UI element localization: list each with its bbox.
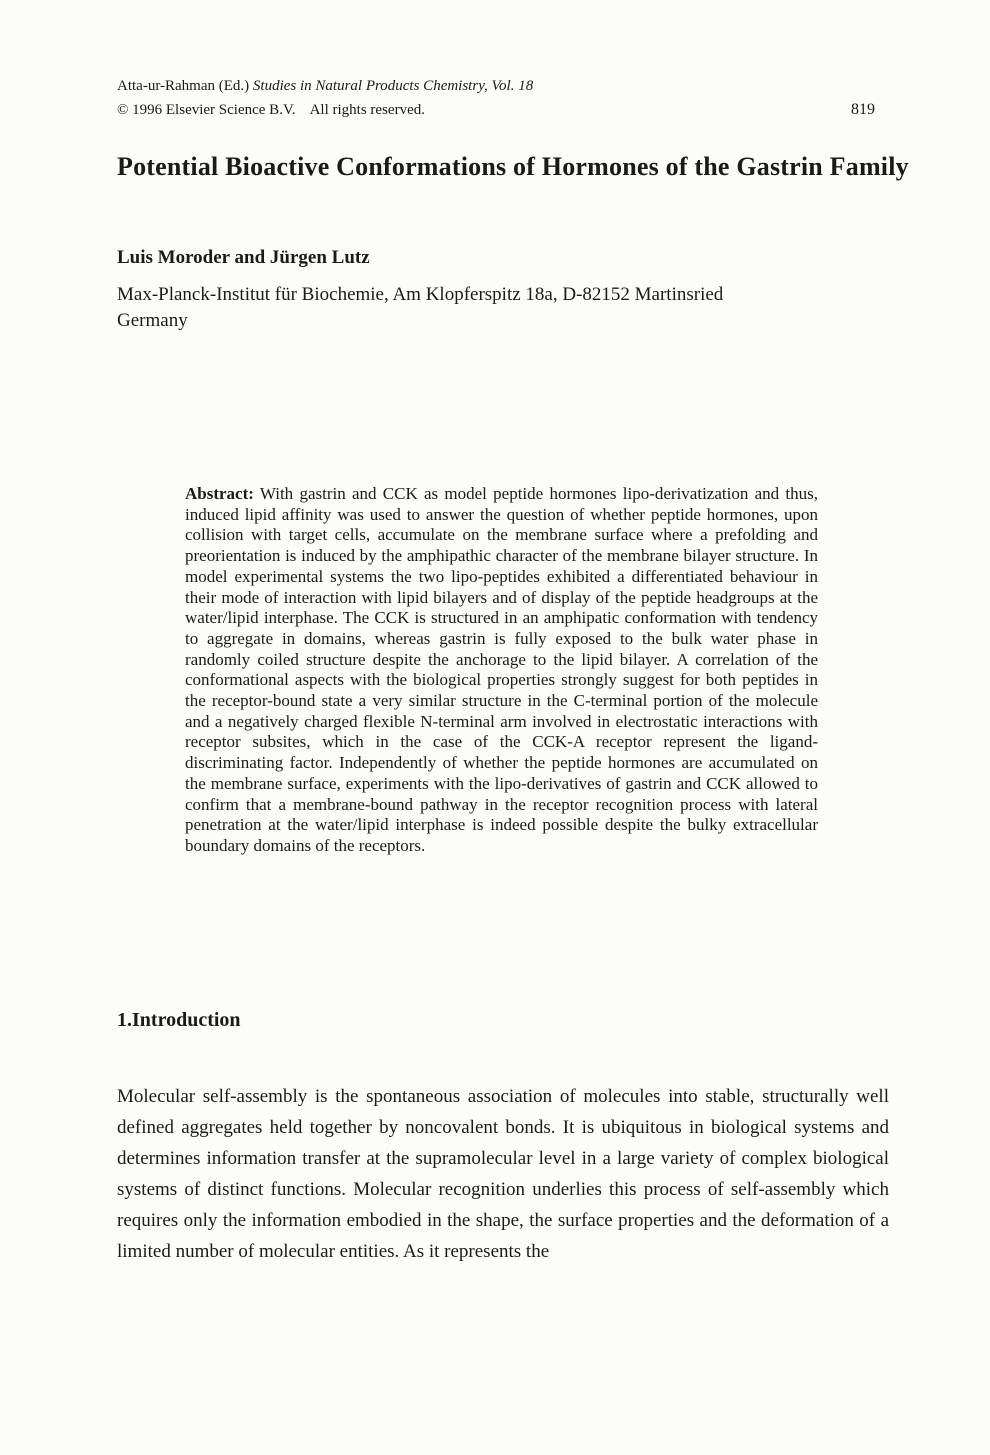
header-editor: Atta-ur-Rahman (Ed.): [117, 78, 250, 94]
abstract-text: With gastrin and CCK as model peptide hormones lipo-derivatization and thus, induced lipid affinity was used to answer the question of whether peptide hormones, upon collision with target cells, accumulate on the membrane surface where a prefolding and preorientation is induced by the amphipathic character of the membrane bilayer structure. In model experimental systems the two lipo-peptides exhibited a differentiated behaviour in their mode of interaction with lipid bilayers and of display of the peptide headgroups at the water/lipid interphase. The CCK is structured in an amphipatic conformation with tendency to aggregate in domains, whereas gastrin is fully exposed to the bulk water phase in randomly coiled structure despite the anchorage to the lipid bilayer. A correlation of the conformational aspects with the biological properties strongly suggest for both peptides in the receptor-bound state a very similar structure in the C-terminal portion of the molecule and a negatively charged flexible N-terminal arm involved in electrostatic interactions with receptor subsites, which in the case of the CCK-A receptor represent the ligand-discriminating factor. Independently of whether the peptide hormones are accumulated on the membrane surface, experiments with the lipo-derivatives of gastrin and CCK allowed to confirm that a membrane-bound pathway in the receptor recognition process with lateral penetration at the water/lipid interphase is indeed possible despite the bulky extracellular boundary domains of the receptors.: [185, 484, 818, 855]
header-citation: [117, 75, 875, 98]
page-header: [117, 75, 875, 122]
affiliation-line1: Max-Planck-Institut für Biochemie, Am Klopferspitz 18a, D-82152 Martinsried: [117, 284, 724, 305]
header-copyright: © 1996 Elsevier Science B.V.: [117, 102, 296, 118]
section-heading-introduction: 1.Introduction: [117, 1009, 241, 1031]
article-authors: Luis Moroder and Jürgen Lutz: [117, 247, 370, 268]
page-number: 819: [851, 101, 875, 118]
header-book-title: Studies in Natural Products Chemistry, Vol. 18: [252, 78, 534, 94]
header-rights: All rights reserved.: [309, 102, 425, 118]
introduction-paragraph: Molecular self-assembly is the spontaneous association of molecules into stable, structurally well defined aggregates held together by noncovalent bonds. It is ubiquitous in biological systems and determines information transfer at the supramolecular level in a large variety of complex biological systems of distinct functions. Molecular recognition underlies this process of self-assembly which requires only the information embodied in the shape, the surface properties and the deformation of a limited number of molecular entities. As it represents the: [117, 1086, 889, 1262]
article-title: Potential Bioactive Conformations of Hormones of the Gastrin Family: [117, 152, 909, 181]
abstract-label: Abstract:: [185, 484, 254, 503]
affiliation-line2: Germany: [117, 310, 188, 331]
article-affiliation: [117, 282, 889, 334]
header-copyright-group: [117, 99, 425, 122]
abstract-block: [185, 484, 818, 857]
header-copyright-line: [117, 98, 875, 122]
